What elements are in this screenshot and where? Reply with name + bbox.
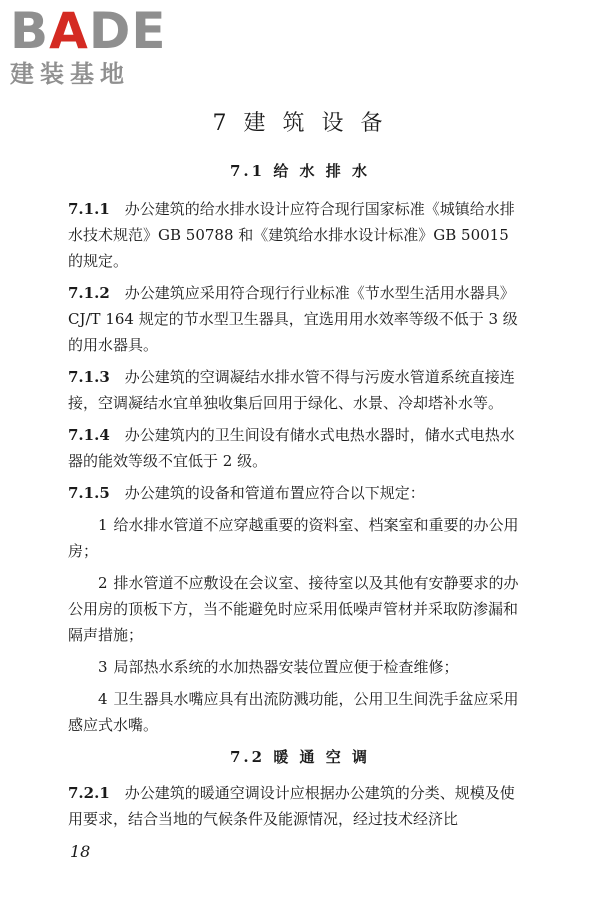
list-item xyxy=(68,512,520,564)
clause-number: 7.1.5 xyxy=(68,484,110,502)
clause-text: 办公建筑的空调凝结水排水管不得与污废水管道系统直接连接，空调凝结水宜单独收集后回用于绿化、水景、冷却塔补水等。 xyxy=(68,368,515,412)
section-title-7-1: 7.1 给 水 排 水 xyxy=(230,162,370,180)
clause-number: 7.2.1 xyxy=(68,784,110,802)
clause-text: 办公建筑内的卫生间设有储水式电热水器时，储水式电热水器的能效等级不宜低于 2 级。 xyxy=(68,426,515,470)
item-number: 3 xyxy=(98,658,108,676)
clause-number: 7.1.4 xyxy=(68,426,110,444)
section-title-7-2: 7.2 暖 通 空 调 xyxy=(230,748,370,766)
clause-text: 办公建筑的设备和管道布置应符合以下规定： xyxy=(124,484,425,502)
item-text: 卫生器具水嘴应具有出流防溅功能，公用卫生间洗手盆应采用感应式水嘴。 xyxy=(68,690,519,734)
clause-number: 7.1.2 xyxy=(68,284,110,302)
clause-number: 7.1.3 xyxy=(68,368,110,386)
item-number: 4 xyxy=(98,690,108,708)
page-number: 18 xyxy=(70,842,91,861)
logo-subtitle: 建装基地 xyxy=(10,60,130,88)
clause-7-1-1 xyxy=(68,196,520,274)
clause-7-1-3 xyxy=(68,364,520,416)
logo-wordmark: BADE xyxy=(10,2,167,60)
section-body-7-2 xyxy=(68,780,520,832)
list-item xyxy=(68,686,520,738)
item-text: 给水排水管道不应穿越重要的资料室、档案室和重要的办公用房； xyxy=(68,516,519,560)
item-text: 局部热水系统的水加热器安装位置应便于检查维修； xyxy=(113,658,459,676)
item-text: 排水管道不应敷设在会议室、接待室以及其他有安静要求的办公用房的顶板下方，当不能避免时应采用低噪声管材并采取防渗漏和隔声措施； xyxy=(68,574,519,644)
clause-7-1-2 xyxy=(68,280,520,358)
item-number: 1 xyxy=(98,516,108,534)
section-body-7-1 xyxy=(68,196,520,738)
clause-7-1-5 xyxy=(68,480,520,506)
item-number: 2 xyxy=(98,574,108,592)
chapter-title: 7 建 筑 设 备 xyxy=(212,111,388,136)
clause-text: 办公建筑的暖通空调设计应根据办公建筑的分类、规模及使用要求，结合当地的气候条件及能源情况，经过技术经济比 xyxy=(68,784,515,828)
list-item xyxy=(68,570,520,648)
clause-7-1-4 xyxy=(68,422,520,474)
clause-text: 办公建筑的给水排水设计应符合现行国家标准《城镇给水排水技术规范》GB 50788 和《建筑给水排水设计标准》GB 50015 的规定。 xyxy=(68,200,515,270)
clause-7-2-1 xyxy=(68,780,520,832)
logo-accent-letter: A xyxy=(49,2,89,60)
clause-number: 7.1.1 xyxy=(68,200,110,218)
bade-logo xyxy=(10,4,167,88)
clause-text: 办公建筑应采用符合现行行业标准《节水型生活用水器具》CJ/T 164 规定的节水型卫生器具，宜选用用水效率等级不低于 3 级的用水器具。 xyxy=(68,284,518,354)
list-item xyxy=(68,654,520,680)
